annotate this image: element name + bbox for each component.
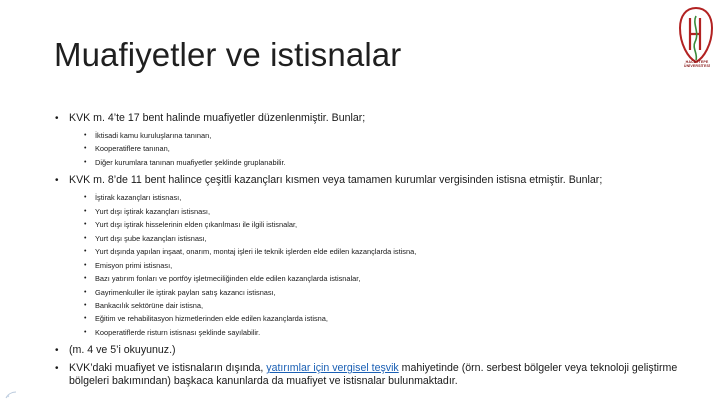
sub-bullet-item: • Yurt dışında yapılan inşaat, onarım, montaj işleri ile teknik işlerden elde edilen kazançlarda istisna,	[69, 245, 695, 258]
sub-bullet-item: • Diğer kurumlara tanınan muafiyetler şeklinde gruplanabilir.	[69, 156, 695, 169]
sub-bullet-item: • Kooperatiflerde risturn istisnası şeklinde sayılabilir.	[69, 326, 695, 339]
bullet-item-istisnalar	[55, 174, 695, 339]
sub-bullet-list	[69, 191, 695, 339]
sub-bullet-list	[69, 129, 695, 169]
tesvik-link[interactable]: yatırımlar için vergisel teşvik	[266, 362, 399, 375]
bullet-text: (m. 4 ve 5’i okuyunuz.)	[69, 344, 176, 357]
bullet-item-diger-kanunlar	[55, 362, 695, 388]
bullet-item-muafiyetler	[55, 112, 695, 169]
sub-bullet-item: • Eğitim ve rehabilitasyon hizmetlerinden elde edilen kazançlarda istisna,	[69, 312, 695, 325]
bullet-list	[55, 112, 695, 388]
sub-bullet-item: • Emisyon primi istisnası,	[69, 259, 695, 272]
sub-bullet-item: • Yurt dışı iştirak hisselerinin elden çıkarılması ile ilgili istisnalar,	[69, 218, 695, 231]
sub-bullet-item: • Gayrimenkuller ile iştirak payları satış kazancı istisnası,	[69, 286, 695, 299]
logo-caption: HACETTEPE ÜNİVERSİTESİ	[683, 60, 711, 68]
sub-bullet-item: • Yurt dışı şube kazançları istisnası,	[69, 232, 695, 245]
bullet-text-after: mahiyetinde (örn. serbest bölgeler veya teknoloji geliştirme bölgeleri bakımından) başkaca kanunlarda da muafiyet ve istisnalar bulunmaktadır.	[69, 362, 678, 388]
slide-title: Muafiyetler ve istisnalar	[54, 36, 402, 73]
sub-bullet-item: • Bankacılık sektörüne dair istisna,	[69, 299, 695, 312]
bullet-text-before: KVK’daki muafiyet ve istisnaların dışında,	[69, 362, 267, 375]
sub-bullet-item: • Kooperatiflere tanınan,	[69, 142, 695, 155]
corner-decoration-icon	[4, 388, 18, 402]
sub-bullet-item: • Bazı yatırım fonları ve portföy işletmeciliğinden elde edilen kazançlarda istisnalar,	[69, 272, 695, 285]
bullet-text: KVK m. 8’de 11 bent halince çeşitli kazançları kısmen veya tamamen kurumlar vergisinden istisna etmiştir. Bunlar;	[69, 174, 603, 187]
bullet-text: KVK m. 4’te 17 bent halinde muafiyetler düzenlenmiştir. Bunlar;	[69, 112, 366, 124]
sub-bullet-item: • İştirak kazançları istisnası,	[69, 191, 695, 204]
sub-bullet-item: • İktisadi kamu kuruluşlarına tanınan,	[69, 129, 695, 142]
sub-bullet-item: • Yurt dışı iştirak kazançları istisnası,	[69, 205, 695, 218]
slide-body	[55, 112, 695, 393]
bullet-item-okuyunuz	[55, 344, 695, 357]
